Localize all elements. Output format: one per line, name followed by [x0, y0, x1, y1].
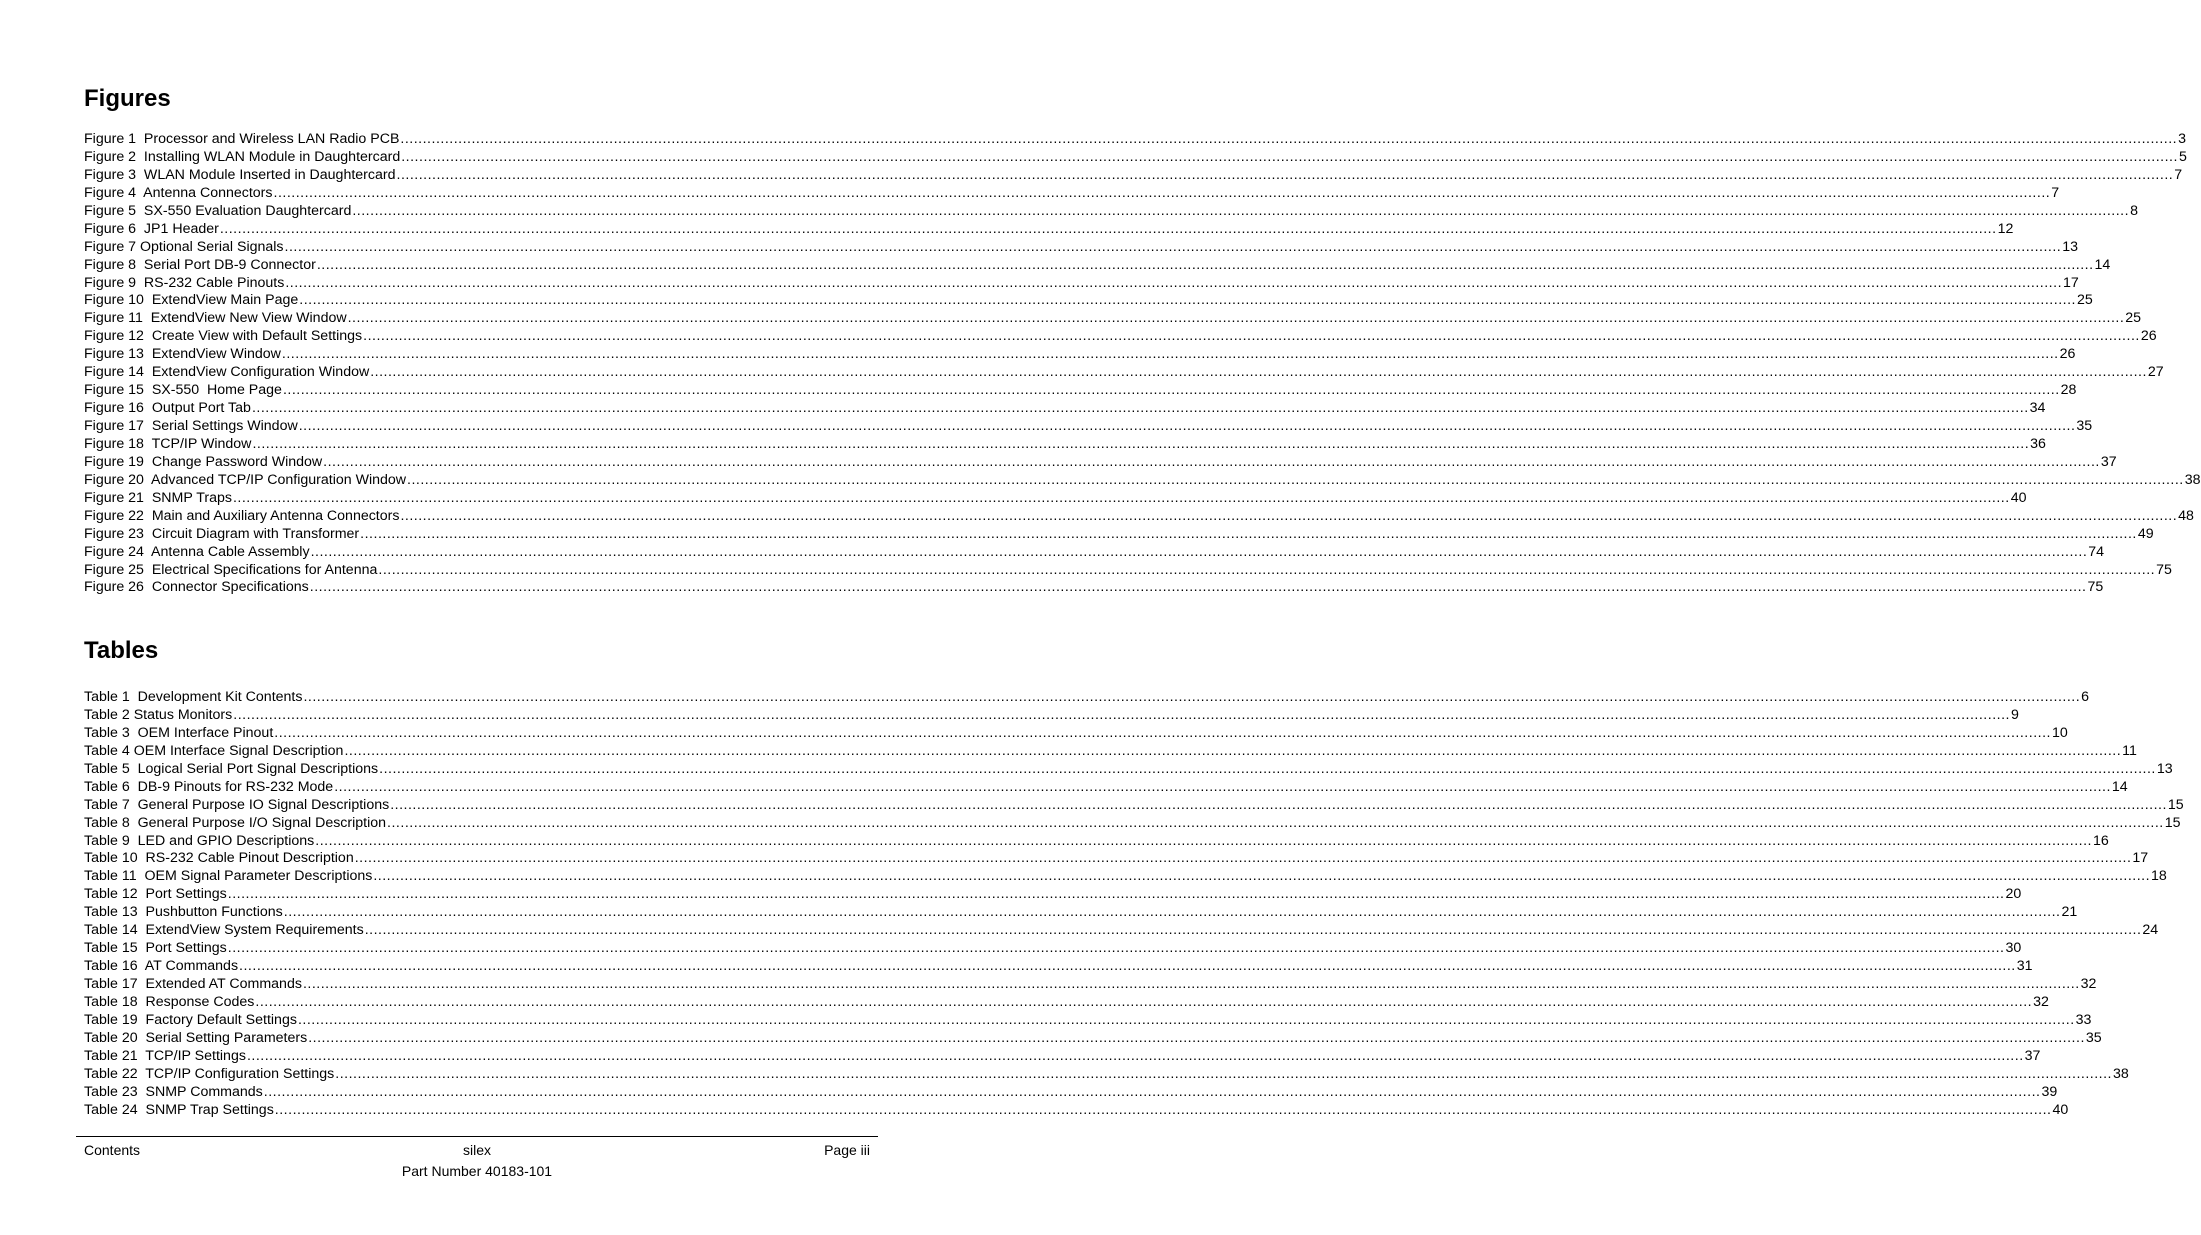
- toc-entry-page: 3: [2178, 131, 2186, 147]
- toc-entry-title: Table 21 TCP/IP Settings: [84, 1047, 246, 1064]
- toc-dot-leader: ................................................................................................................................................................................................................................................................................................................................................................................................................: [246, 1047, 2024, 1064]
- toc-dot-leader: ................................................................................................................................................................................................................................................................................................................................................................................................................: [390, 796, 2167, 813]
- table-toc-entry[interactable]: [84, 796, 2184, 815]
- toc-entry-page: 17: [2063, 274, 2079, 291]
- toc-entry-page: 9: [2010, 706, 2019, 723]
- figure-toc-entry[interactable]: [84, 328, 2157, 346]
- toc-dot-leader: ................................................................................................................................................................................................................................................................................................................................................................................................................: [400, 131, 2178, 147]
- toc-dot-leader: ................................................................................................................................................................................................................................................................................................................................................................................................................: [315, 832, 2092, 849]
- figures-heading: Figures: [84, 85, 171, 112]
- toc-dot-leader: ................................................................................................................................................................................................................................................................................................................................................................................................................: [263, 1083, 2041, 1100]
- toc-dot-leader: ................................................................................................................................................................................................................................................................................................................................................................................................................: [297, 1011, 2075, 1028]
- toc-dot-leader: ................................................................................................................................................................................................................................................................................................................................................................................................................: [316, 256, 2094, 273]
- toc-dot-leader: ................................................................................................................................................................................................................................................................................................................................................................................................................: [219, 220, 1997, 237]
- table-toc-entry[interactable]: [84, 760, 2173, 779]
- toc-entry-title: Table 18 Response Codes: [84, 993, 255, 1010]
- toc-entry-page: 24: [2142, 922, 2159, 939]
- toc-entry-page: 36: [2030, 435, 2046, 452]
- toc-entry-title: Figure 22 Main and Auxiliary Antenna Connectors: [84, 507, 400, 524]
- figure-toc-entry[interactable]: [84, 489, 2027, 508]
- footer-brand: silex: [462, 1142, 491, 1158]
- toc-entry-title: Table 6 DB-9 Pinouts for RS-232 Mode: [84, 778, 334, 795]
- figure-toc-entry[interactable]: [84, 471, 2201, 490]
- toc-dot-leader: ................................................................................................................................................................................................................................................................................................................................................................................................................: [285, 274, 2063, 291]
- toc-entry-page: 30: [2005, 940, 2022, 957]
- toc-entry-page: 15: [2167, 796, 2184, 813]
- table-toc-entry[interactable]: [84, 940, 2022, 958]
- toc-dot-leader: ................................................................................................................................................................................................................................................................................................................................................................................................................: [282, 382, 2060, 399]
- figure-toc-entry[interactable]: [84, 364, 2164, 382]
- toc-dot-leader: ................................................................................................................................................................................................................................................................................................................................................................................................................: [310, 543, 2088, 560]
- toc-entry-title: Table 11 OEM Signal Parameter Descriptions: [84, 868, 373, 885]
- toc-dot-leader: ................................................................................................................................................................................................................................................................................................................................................................................................................: [273, 184, 2051, 201]
- toc-entry-page: 14: [2111, 778, 2128, 795]
- table-toc-entry[interactable]: [84, 1011, 2092, 1030]
- toc-entry-page: 37: [2100, 453, 2117, 470]
- toc-entry-page: 33: [2075, 1011, 2092, 1028]
- toc-entry-title: Table 20 Serial Setting Parameters: [84, 1029, 308, 1046]
- footer-page-number: Page iii: [824, 1142, 870, 1158]
- toc-entry-title: Figure 12 Create View with Default Settings: [84, 328, 363, 345]
- toc-entry-title: Figure 23 Circuit Diagram with Transformer: [84, 525, 360, 542]
- figure-toc-entry[interactable]: [84, 166, 2183, 185]
- toc-entry-title: Table 22 TCP/IP Configuration Settings: [84, 1065, 335, 1082]
- toc-entry-title: Figure 11 ExtendView New View Window: [84, 310, 347, 327]
- toc-entry-title: Figure 18 TCP/IP Window: [84, 435, 252, 452]
- toc-dot-leader: ................................................................................................................................................................................................................................................................................................................................................................................................................: [283, 904, 2061, 921]
- toc-entry-title: Figure 26 Connector Specifications: [84, 579, 309, 596]
- toc-entry-page: 6: [2081, 689, 2090, 705]
- figure-toc-entry[interactable]: [84, 382, 2077, 400]
- figure-toc-entry[interactable]: [84, 274, 2079, 293]
- toc-dot-leader: ................................................................................................................................................................................................................................................................................................................................................................................................................: [252, 435, 2030, 452]
- figure-toc-entry[interactable]: [84, 148, 2187, 167]
- toc-entry-page: 48: [2178, 507, 2194, 524]
- toc-dot-leader: ................................................................................................................................................................................................................................................................................................................................................................................................................: [352, 202, 2130, 219]
- toc-entry-title: Table 10 RS-232 Cable Pinout Description: [84, 850, 354, 867]
- table-toc-entry[interactable]: [84, 1029, 2102, 1048]
- toc-dot-leader: ................................................................................................................................................................................................................................................................................................................................................................................................................: [281, 346, 2059, 363]
- toc-dot-leader: ................................................................................................................................................................................................................................................................................................................................................................................................................: [363, 328, 2140, 345]
- toc-dot-leader: ................................................................................................................................................................................................................................................................................................................................................................................................................: [302, 976, 2080, 992]
- toc-entry-title: Table 15 Port Settings: [84, 940, 227, 957]
- toc-entry-page: 13: [2156, 760, 2173, 777]
- toc-entry-page: 31: [2016, 958, 2033, 975]
- figure-toc-entry[interactable]: [84, 220, 2014, 239]
- toc-dot-leader: ................................................................................................................................................................................................................................................................................................................................................................................................................: [364, 922, 2142, 939]
- toc-entry-page: 26: [2140, 328, 2157, 345]
- toc-entry-title: Table 8 General Purpose I/O Signal Description: [84, 814, 387, 831]
- toc-dot-leader: ................................................................................................................................................................................................................................................................................................................................................................................................................: [232, 489, 2010, 506]
- figure-toc-entry[interactable]: [84, 256, 2111, 275]
- toc-entry-page: 75: [2087, 579, 2104, 596]
- toc-entry-title: Figure 5 SX-550 Evaluation Daughtercard: [84, 202, 352, 219]
- table-toc-entry[interactable]: [84, 886, 2022, 904]
- toc-entry-page: 28: [2060, 382, 2077, 399]
- toc-entry-title: Figure 21 SNMP Traps: [84, 489, 232, 506]
- toc-entry-page: 21: [2061, 904, 2078, 921]
- toc-entry-title: Table 14 ExtendView System Requirements: [84, 922, 364, 939]
- toc-entry-page: 18: [2151, 868, 2167, 885]
- toc-entry-title: Table 7 General Purpose IO Signal Descriptions: [84, 796, 390, 813]
- toc-entry-title: Figure 13 ExtendView Window: [84, 346, 281, 363]
- toc-entry-title: Figure 3 WLAN Module Inserted in Daughtercard: [84, 166, 396, 183]
- toc-entry-page: 40: [2052, 1101, 2069, 1118]
- table-toc-entry[interactable]: [84, 1083, 2058, 1102]
- toc-dot-leader: ................................................................................................................................................................................................................................................................................................................................................................................................................: [396, 166, 2174, 183]
- table-toc-entry[interactable]: [84, 976, 2097, 994]
- toc-entry-page: 38: [2184, 471, 2201, 488]
- table-toc-entry[interactable]: [84, 993, 2049, 1012]
- toc-entry-page: 40: [2010, 489, 2027, 506]
- table-toc-entry[interactable]: [84, 689, 2090, 707]
- toc-entry-title: Table 4 OEM Interface Signal Description: [84, 742, 344, 759]
- toc-entry-page: 20: [2005, 886, 2022, 903]
- toc-dot-leader: ................................................................................................................................................................................................................................................................................................................................................................................................................: [378, 561, 2156, 578]
- toc-dot-leader: ................................................................................................................................................................................................................................................................................................................................................................................................................: [401, 148, 2178, 165]
- toc-dot-leader: ................................................................................................................................................................................................................................................................................................................................................................................................................: [255, 993, 2033, 1010]
- toc-entry-title: Figure 15 SX-550 Home Page: [84, 382, 282, 399]
- toc-entry-page: 32: [2080, 976, 2097, 992]
- toc-entry-page: 11: [2122, 742, 2137, 759]
- figure-toc-entry[interactable]: [84, 310, 2142, 328]
- toc-entry-title: Figure 19 Change Password Window: [84, 453, 323, 470]
- figure-toc-entry[interactable]: [84, 579, 2104, 597]
- toc-dot-leader: ................................................................................................................................................................................................................................................................................................................................................................................................................: [370, 364, 2147, 381]
- toc-dot-leader: ................................................................................................................................................................................................................................................................................................................................................................................................................: [309, 579, 2087, 596]
- figure-toc-entry[interactable]: [84, 543, 2105, 562]
- toc-entry-page: 7: [2174, 166, 2183, 183]
- toc-dot-leader: ................................................................................................................................................................................................................................................................................................................................................................................................................: [233, 706, 2010, 723]
- toc-dot-leader: ................................................................................................................................................................................................................................................................................................................................................................................................................: [299, 292, 2076, 309]
- figure-toc-entry[interactable]: [84, 418, 2093, 436]
- toc-entry-title: Table 23 SNMP Commands: [84, 1083, 263, 1100]
- toc-entry-page: 25: [2125, 310, 2142, 327]
- toc-entry-title: Figure 9 RS-232 Cable Pinouts: [84, 274, 285, 291]
- toc-entry-title: Figure 6 JP1 Header: [84, 220, 219, 237]
- toc-dot-leader: ................................................................................................................................................................................................................................................................................................................................................................................................................: [360, 525, 2137, 542]
- footer-section-label: Contents: [84, 1142, 141, 1158]
- toc-entry-page: 37: [2024, 1047, 2041, 1064]
- footer-part-number: Part Number 40183-101: [401, 1163, 553, 1179]
- toc-entry-title: Figure 20 Advanced TCP/IP Configuration Window: [84, 471, 407, 488]
- toc-dot-leader: ................................................................................................................................................................................................................................................................................................................................................................................................................: [354, 850, 2132, 867]
- toc-entry-page: 13: [2062, 238, 2079, 255]
- toc-entry-page: 38: [2112, 1065, 2129, 1082]
- toc-entry-title: Table 9 LED and GPIO Descriptions: [84, 832, 315, 849]
- toc-dot-leader: ................................................................................................................................................................................................................................................................................................................................................................................................................: [344, 742, 2122, 759]
- toc-dot-leader: ................................................................................................................................................................................................................................................................................................................................................................................................................: [239, 958, 2016, 975]
- toc-entry-title: Figure 24 Antenna Cable Assembly: [84, 543, 310, 560]
- toc-dot-leader: ................................................................................................................................................................................................................................................................................................................................................................................................................: [387, 814, 2164, 831]
- toc-entry-title: Figure 25 Electrical Specifications for Antenna: [84, 561, 378, 578]
- toc-entry-page: 75: [2156, 561, 2172, 578]
- toc-entry-page: 49: [2137, 525, 2154, 542]
- toc-dot-leader: ................................................................................................................................................................................................................................................................................................................................................................................................................: [274, 1101, 2052, 1118]
- figure-toc-entry[interactable]: [84, 400, 2046, 418]
- toc-entry-title: Figure 14 ExtendView Configuration Window: [84, 364, 370, 381]
- toc-entry-title: Table 5 Logical Serial Port Signal Descriptions: [84, 760, 379, 777]
- toc-entry-page: 8: [2130, 202, 2138, 219]
- toc-entry-page: 12: [1997, 220, 2014, 237]
- table-toc-entry[interactable]: [84, 724, 2068, 743]
- toc-entry-page: 27: [2147, 364, 2164, 381]
- table-toc-entry[interactable]: [84, 706, 2019, 725]
- toc-entry-title: Figure 4 Antenna Connectors: [84, 184, 273, 201]
- toc-dot-leader: ................................................................................................................................................................................................................................................................................................................................................................................................................: [323, 453, 2100, 470]
- toc-dot-leader: ................................................................................................................................................................................................................................................................................................................................................................................................................: [379, 760, 2156, 777]
- figure-toc-entry[interactable]: [84, 184, 2060, 203]
- toc-entry-title: Table 17 Extended AT Commands: [84, 976, 302, 992]
- toc-dot-leader: ................................................................................................................................................................................................................................................................................................................................................................................................................: [298, 418, 2076, 434]
- toc-entry-page: 17: [2132, 850, 2149, 867]
- toc-entry-page: 5: [2178, 148, 2187, 165]
- toc-entry-page: 32: [2033, 993, 2049, 1010]
- toc-entry-page: 35: [2076, 418, 2093, 434]
- toc-entry-page: 14: [2094, 256, 2111, 273]
- toc-dot-leader: ................................................................................................................................................................................................................................................................................................................................................................................................................: [334, 778, 2111, 795]
- toc-entry-title: Table 1 Development Kit Contents: [84, 689, 303, 705]
- toc-entry-title: Table 3 OEM Interface Pinout: [84, 724, 274, 741]
- toc-entry-title: Table 13 Pushbutton Functions: [84, 904, 283, 921]
- table-toc-entry[interactable]: [84, 904, 2078, 922]
- toc-entry-title: Figure 10 ExtendView Main Page: [84, 292, 299, 309]
- toc-dot-leader: ................................................................................................................................................................................................................................................................................................................................................................................................................: [303, 689, 2081, 705]
- table-toc-entry[interactable]: [84, 922, 2159, 940]
- toc-entry-title: Figure 2 Installing WLAN Module in Daughtercard: [84, 148, 401, 165]
- figure-toc-entry[interactable]: [84, 292, 2093, 310]
- table-toc-entry[interactable]: [84, 1065, 2129, 1084]
- toc-dot-leader: ................................................................................................................................................................................................................................................................................................................................................................................................................: [251, 400, 2029, 417]
- toc-entry-page: 35: [2085, 1029, 2102, 1046]
- figure-toc-entry[interactable]: [84, 346, 2076, 364]
- toc-dot-leader: ................................................................................................................................................................................................................................................................................................................................................................................................................: [335, 1065, 2112, 1082]
- toc-dot-leader: ................................................................................................................................................................................................................................................................................................................................................................................................................: [227, 940, 2005, 957]
- figure-toc-entry[interactable]: [84, 435, 2046, 454]
- toc-entry-page: 26: [2059, 346, 2076, 363]
- figure-toc-entry[interactable]: [84, 202, 2138, 221]
- table-toc-entry[interactable]: [84, 1101, 2069, 1120]
- toc-dot-leader: ................................................................................................................................................................................................................................................................................................................................................................................................................: [308, 1029, 2085, 1046]
- table-toc-entry[interactable]: [84, 868, 2167, 886]
- toc-entry-title: Table 2 Status Monitors: [84, 706, 233, 723]
- toc-entry-title: Figure 7 Optional Serial Signals: [84, 238, 284, 255]
- toc-entry-page: 10: [2051, 724, 2068, 741]
- figure-toc-entry[interactable]: [84, 507, 2194, 526]
- table-toc-entry[interactable]: [84, 958, 2033, 976]
- toc-entry-page: 39: [2041, 1083, 2058, 1100]
- toc-entry-page: 7: [2051, 184, 2060, 201]
- tables-list: [84, 689, 2184, 1120]
- toc-dot-leader: ................................................................................................................................................................................................................................................................................................................................................................................................................: [400, 507, 2178, 524]
- toc-dot-leader: ................................................................................................................................................................................................................................................................................................................................................................................................................: [284, 238, 2062, 255]
- toc-entry-page: 34: [2029, 400, 2046, 417]
- toc-entry-title: Figure 1 Processor and Wireless LAN Radio PCB: [84, 131, 400, 147]
- figure-toc-entry[interactable]: [84, 453, 2117, 472]
- figure-toc-entry[interactable]: [84, 525, 2154, 544]
- toc-entry-title: Table 24 SNMP Trap Settings: [84, 1101, 274, 1118]
- toc-entry-page: 15: [2164, 814, 2181, 831]
- toc-entry-title: Figure 16 Output Port Tab: [84, 400, 251, 417]
- toc-dot-leader: ................................................................................................................................................................................................................................................................................................................................................................................................................: [373, 868, 2151, 885]
- tables-heading: Tables: [84, 637, 159, 664]
- figure-toc-entry[interactable]: [84, 131, 2186, 149]
- toc-dot-leader: ................................................................................................................................................................................................................................................................................................................................................................................................................: [274, 724, 2051, 741]
- toc-entry-title: Figure 8 Serial Port DB-9 Connector: [84, 256, 316, 273]
- toc-dot-leader: ................................................................................................................................................................................................................................................................................................................................................................................................................: [227, 886, 2005, 903]
- toc-entry-page: 74: [2088, 543, 2105, 560]
- table-toc-entry[interactable]: [84, 814, 2181, 833]
- toc-entry-title: Table 19 Factory Default Settings: [84, 1011, 297, 1028]
- table-toc-entry[interactable]: [84, 832, 2109, 851]
- toc-entry-title: Table 12 Port Settings: [84, 886, 227, 903]
- figure-toc-entry[interactable]: [84, 561, 2172, 580]
- toc-entry-title: Figure 17 Serial Settings Window: [84, 418, 298, 434]
- toc-entry-title: Table 16 AT Commands: [84, 958, 239, 975]
- table-toc-entry[interactable]: [84, 1047, 2041, 1066]
- footer-rule: [76, 1136, 878, 1137]
- toc-dot-leader: ................................................................................................................................................................................................................................................................................................................................................................................................................: [347, 310, 2125, 327]
- table-toc-entry[interactable]: [84, 850, 2149, 868]
- toc-dot-leader: ................................................................................................................................................................................................................................................................................................................................................................................................................: [407, 471, 2184, 488]
- figures-list: [84, 131, 2201, 597]
- toc-entry-page: 25: [2076, 292, 2093, 309]
- table-toc-entry[interactable]: [84, 742, 2137, 761]
- figure-toc-entry[interactable]: [84, 238, 2079, 257]
- toc-entry-page: 16: [2092, 832, 2109, 849]
- table-toc-entry[interactable]: [84, 778, 2128, 797]
